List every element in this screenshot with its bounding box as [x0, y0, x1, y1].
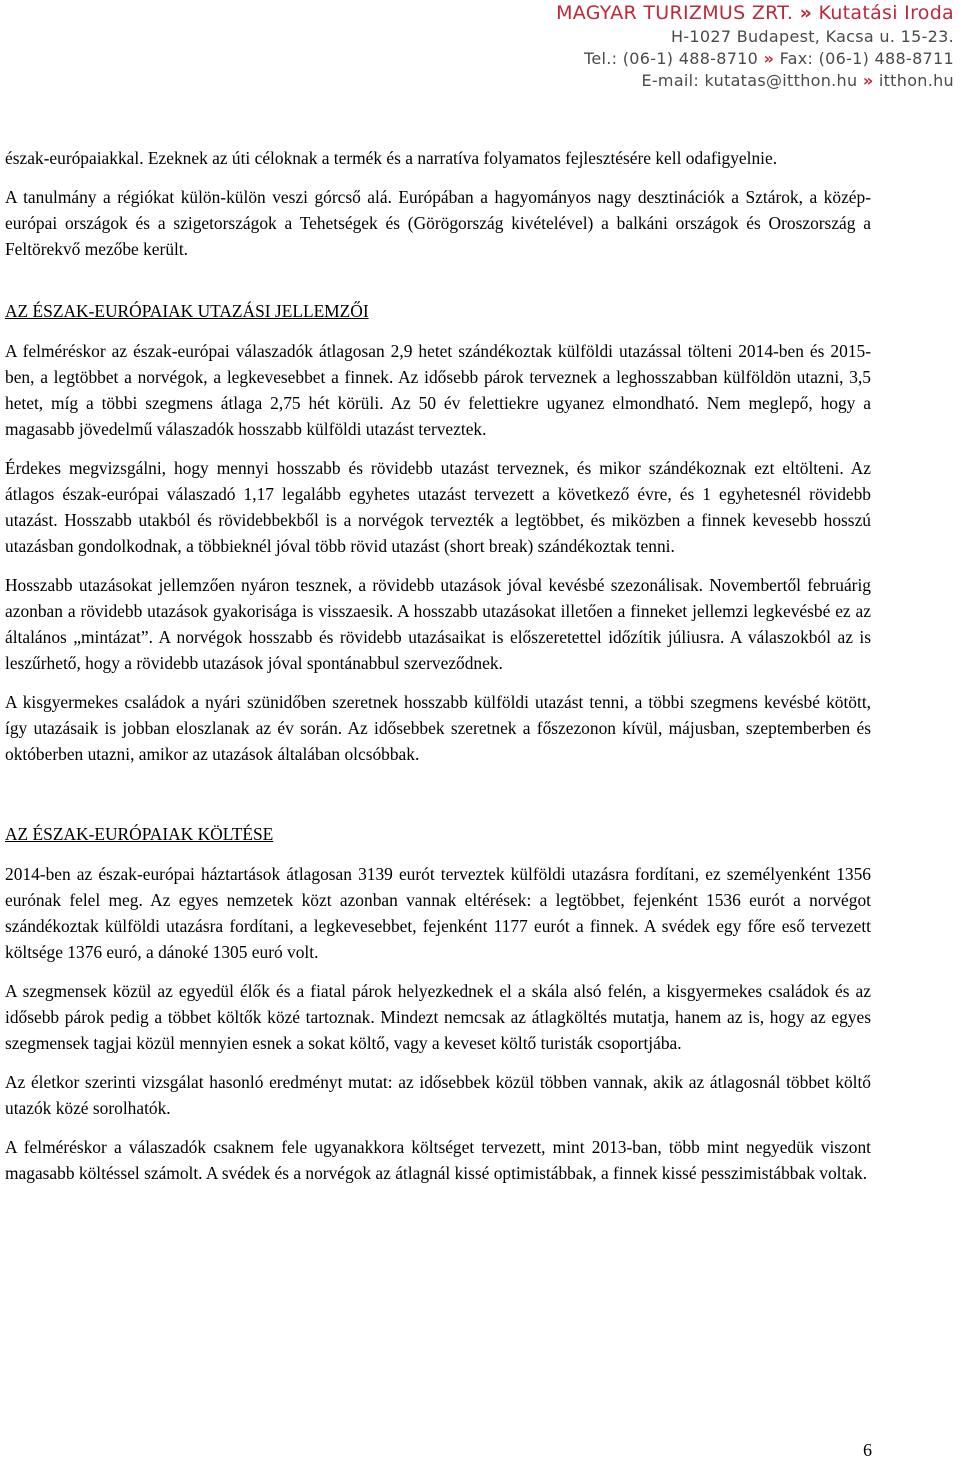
letterhead-phone-fax — [556, 48, 954, 70]
paragraph: A tanulmány a régiókat külön-külön veszi górcső alá. Európában a hagyományos nagy desztinációk a Sztárok, a közép-európai országok és a szigetországok a Tehetségek és (Görögország kivételével) a balkáni országok és Oroszország a Feltörekvő mezőbe került. — [5, 187, 871, 259]
paragraph: Érdekes megvizsgálni, hogy mennyi hosszabb és rövidebb utazást terveznek, és mikor szándékoznak ezt eltölteni. Az átlagos észak-európai válaszadó 1,17 legalább egyhetes utazást tervezett a következő évre, és 1 egyhetesnél rövidebb utazást. Hosszabb utakból és rövidebbekből is a norvégok tervezték a legtöbbet, és miközben a finnek kevesebb hosszú utazásban gondolkodnak, a többieknél jóval több rövid utazást (short break) szándékoztak tenni. — [5, 458, 871, 556]
department-name: Kutatási Iroda — [818, 2, 954, 24]
company-name: MAGYAR TURIZMUS ZRT. — [556, 2, 794, 24]
paragraph: Az életkor szerinti vizsgálat hasonló eredményt mutat: az idősebbek közül többen vannak, akik az átlagosnál többet költő utazók közé sorolhatók. — [5, 1072, 871, 1118]
document-body — [5, 145, 871, 1199]
separator: » — [763, 49, 775, 68]
section-heading: AZ ÉSZAK-EURÓPAIAK KÖLTÉSE — [5, 824, 274, 844]
letterhead-contact — [556, 70, 954, 92]
email-address: E-mail: kutatas@itthon.hu — [641, 71, 858, 90]
paragraph: A kisgyermekes családok a nyári szünidőben szeretnek hosszabb külföldi utazást tenni, a többi szegmens kevésbé kötött, így utazásaik is jobban eloszlanak az év során. Az idősebbek szeretnek a főszezonon kívül, májusban, szeptemberben és októberben utazni, amikor az utazások általában olcsóbbak. — [5, 692, 871, 764]
paragraph: A szegmensek közül az egyedül élők és a fiatal párok helyezkednek el a skála alsó felén, a kisgyermekes családok és az idősebb párok pedig a többet költők közé tartoznak. Mindezt nemcsak az átlagköltés mutatja, hanem az is, hogy az egyes szegmensek tagjai közül mennyien esnek a sokat költő, vagy a keveset költő turisták csoportjába. — [5, 981, 871, 1053]
paragraph: 2014-ben az észak-európai háztartások átlagosan 3139 eurót terveztek külföldi utazásra fordítani, ez személyenként 1356 eurónak felel meg. Az egyes nemzetek közt azonban vannak eltérések: a legtöbbet, fejenként 1536 eurót a norvégot szándékoztak külföldi utazásra fordítani, a legkevesebbet, fejenként 1177 eurót a finnek. A svédek egy főre eső tervezett költsége 1376 euró, a dánoké 1305 euró volt. — [5, 864, 871, 962]
website: itthon.hu — [878, 71, 954, 90]
letterhead-address: H-1027 Budapest, Kacsa u. 15-23. — [671, 27, 954, 46]
phone-number: Tel.: (06-1) 488-8710 — [584, 49, 759, 68]
letterhead — [556, 0, 954, 92]
paragraph: észak-európaiakkal. Ezeknek az úti céloknak a termék és a narratíva folyamatos fejlesztésére kell odafigyelnie. — [5, 148, 778, 168]
page-number: 6 — [863, 1440, 872, 1460]
paragraph: A felméréskor a válaszadók csaknem fele ugyanakkora költséget tervezett, mint 2013-ban, több mint negyedük viszont magasabb költéssel számolt. A svédek és a norvégok az átlagnál kissé optimistábbak, a finnek kissé pesszimistábbak voltak. — [5, 1137, 871, 1183]
fax-number: Fax: (06-1) 488-8711 — [779, 49, 954, 68]
paragraph: A felméréskor az észak-európai válaszadók átlagosan 2,9 hetet szándékoztak külföldi utazással tölteni 2014-ben és 2015-ben, a legtöbbet a norvégok, a legkevesebbet a finnek. Az idősebb párok terveznek a leghosszabban külföldön utazni, 3,5 hetet, míg a többi szegmens átlaga 2,75 hét körüli. Az 50 év felettiekre ugyanez elmondható. Nem meglepő, hogy a magasabb jövedelmű válaszadók hosszabb külföldi utazást terveztek. — [5, 341, 871, 439]
separator: » — [799, 2, 813, 24]
letterhead-title — [556, 0, 954, 26]
paragraph: Hosszabb utazásokat jellemzően nyáron tesznek, a rövidebb utazások jóval kevésbé szezonálisak. Novembertől februárig azonban a rövidebb utazások gyakorisága is visszaesik. A hosszabb utazásokat illetően a finneket jellemzi legkevésbé ez az általános „mintázat”. A norvégok hosszabb és rövidebb utazásaikat is előszeretettel időzítik júliusra. A válaszokból az is leszűrhető, hogy a rövidebb utazások jóval spontánabbul szerveződnek. — [5, 575, 871, 673]
separator: » — [862, 71, 874, 90]
section-heading: AZ ÉSZAK-EURÓPAIAK UTAZÁSI JELLEMZŐI — [5, 301, 369, 321]
